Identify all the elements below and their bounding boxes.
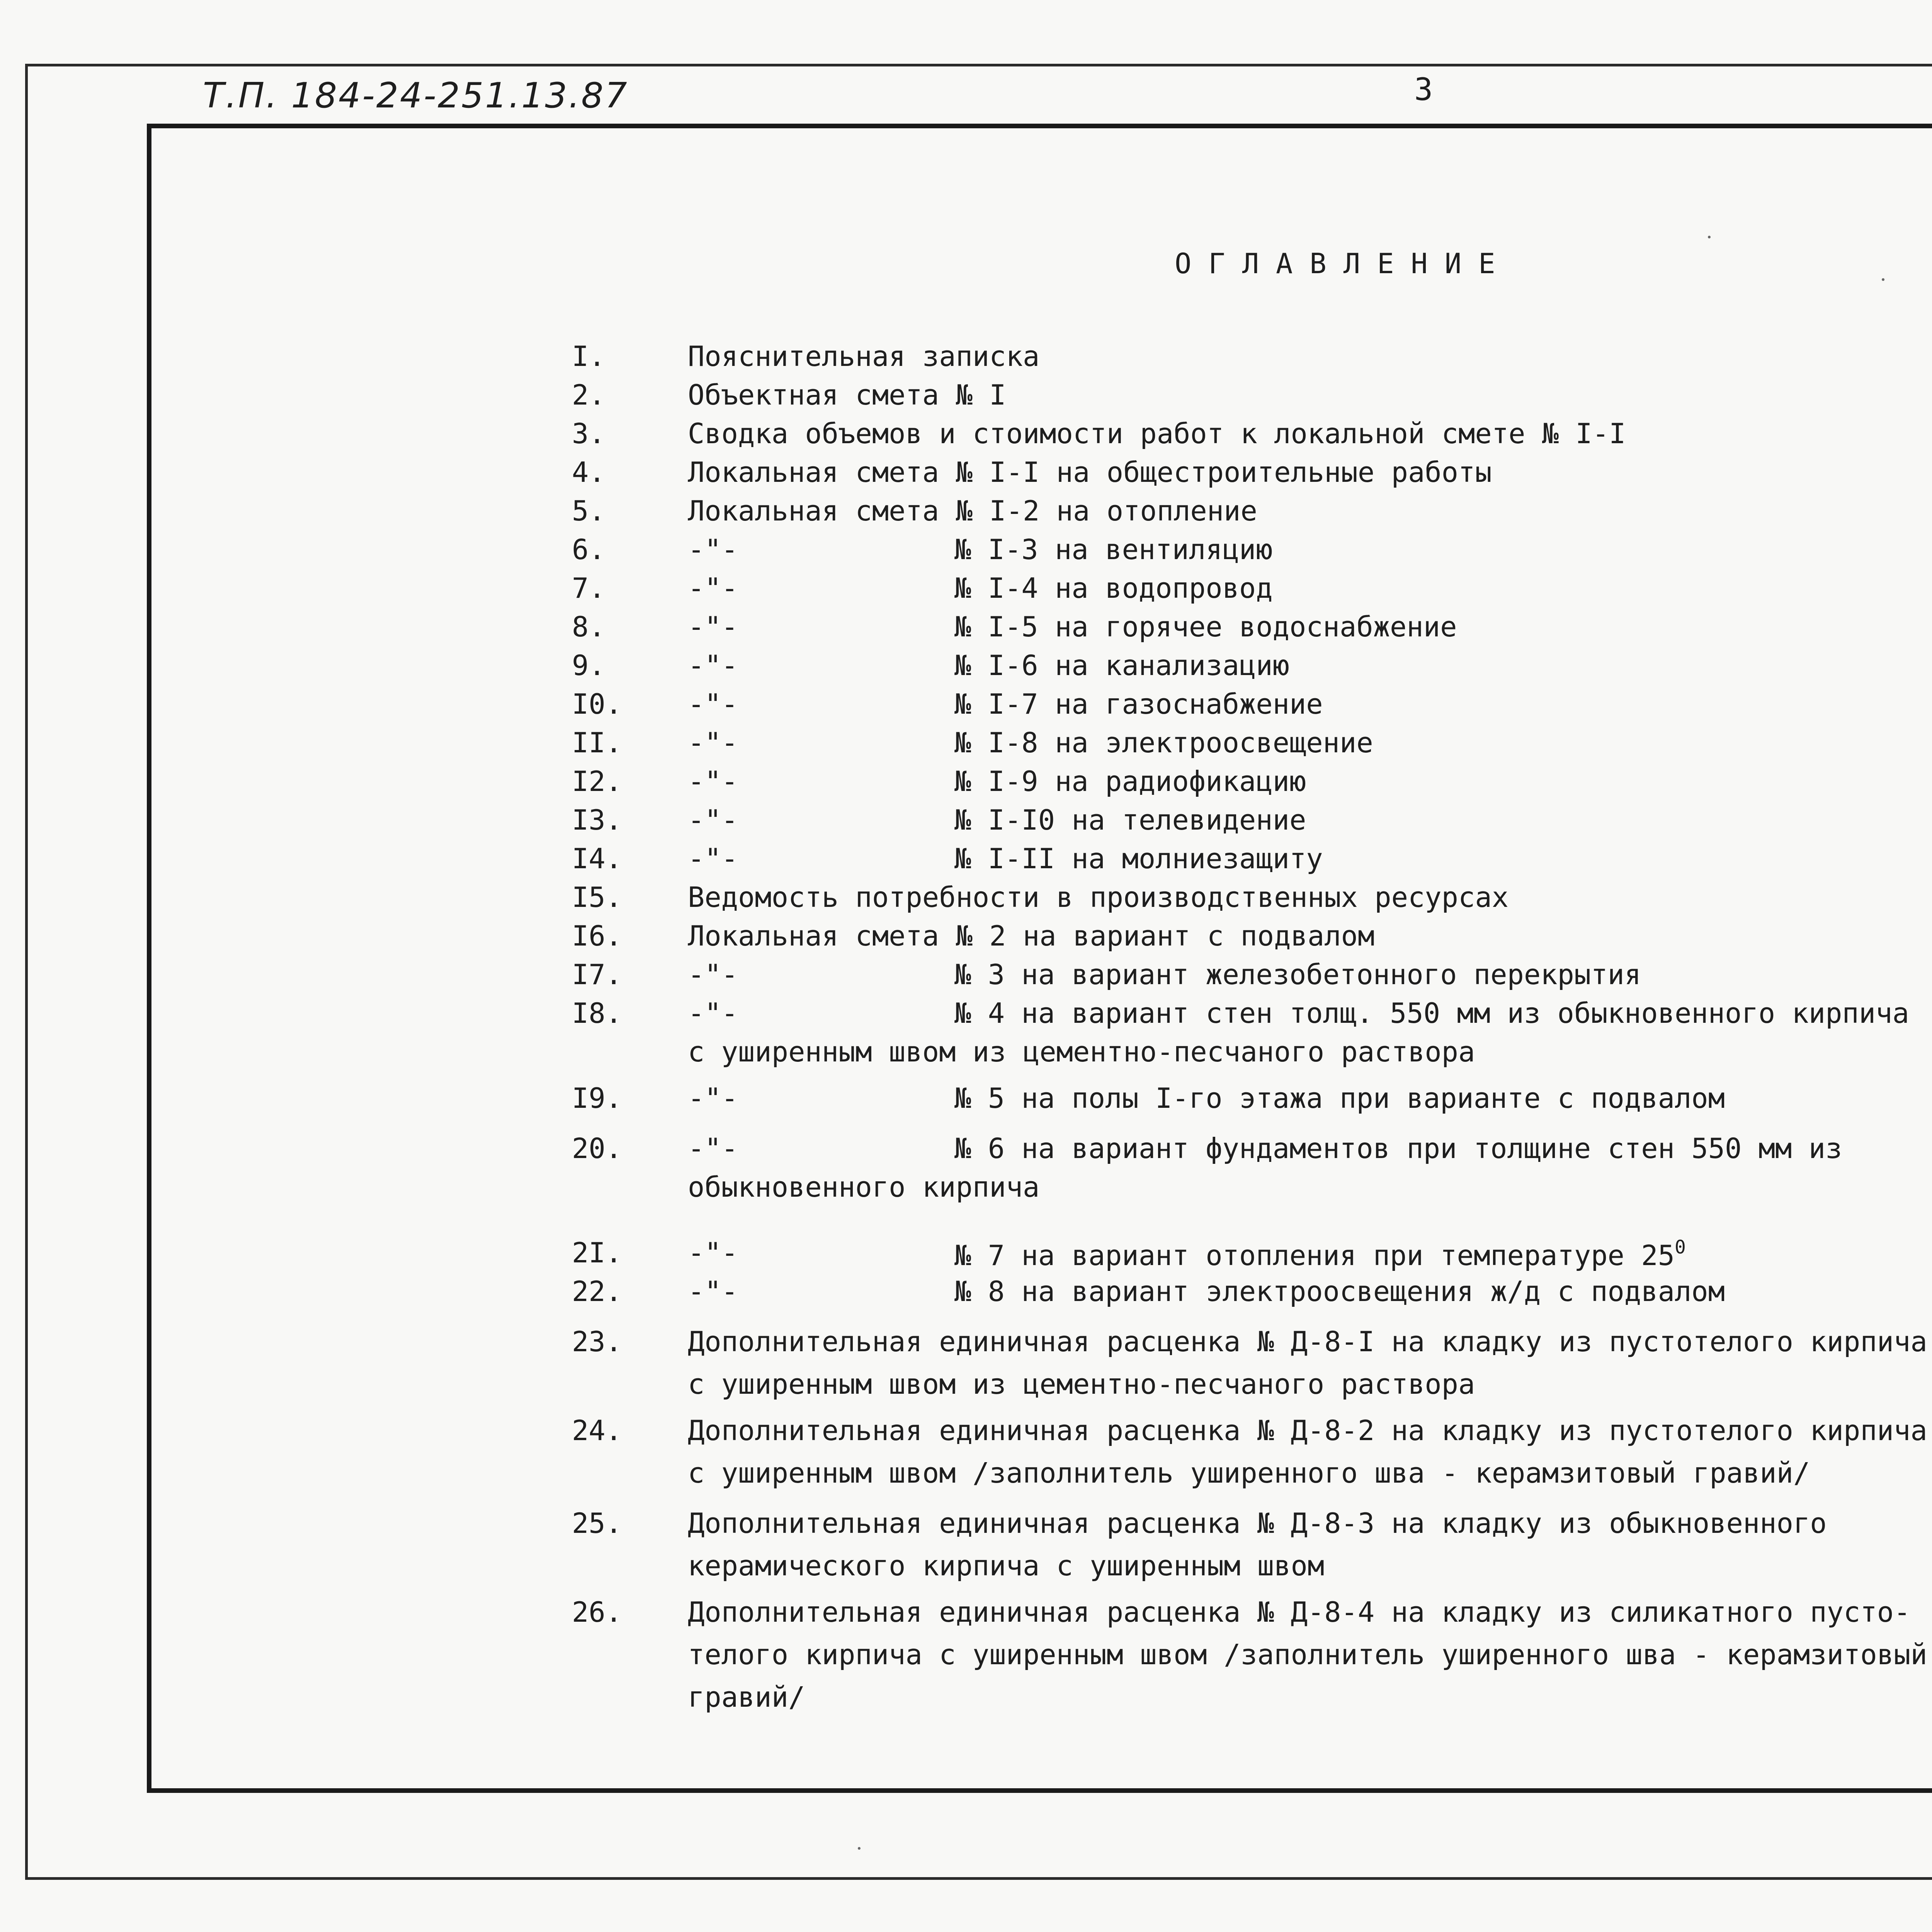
entry-number: 20.: [572, 1132, 622, 1165]
page-title: ОГЛАВЛЕНИЕ: [1175, 247, 1512, 280]
entry-title-continuation: с уширенным швом из цементно-песчаного раствора: [688, 1036, 1475, 1068]
entry-title: № I-6 на канализацию: [954, 649, 1289, 682]
entry-title: Пояснительная записка: [688, 340, 1040, 372]
entry-title: № I-8 на электроосвещение: [954, 726, 1373, 759]
ditto-mark: -"-: [688, 688, 738, 720]
entry-number: I2.: [572, 765, 622, 798]
entry-number: 2I.: [572, 1236, 622, 1269]
entry-number: 3.: [572, 417, 605, 450]
ditto-mark: -"-: [688, 1082, 738, 1114]
entry-number: I7.: [572, 958, 622, 991]
entry-title: № I-3 на вентиляцию: [954, 533, 1273, 566]
page-number: 3: [1414, 71, 1433, 107]
entry-number: I.: [572, 340, 605, 372]
entry-number: 4.: [572, 456, 605, 488]
entry-title: Объектная смета № I: [688, 379, 1006, 411]
entry-number: 2.: [572, 379, 605, 411]
entry-number: I6.: [572, 920, 622, 952]
ditto-mark: -"-: [688, 1132, 738, 1165]
entry-title: Дополнительная единичная расценка № Д-8-4 на кладку из силикатного пусто-: [688, 1596, 1911, 1628]
entry-number: 6.: [572, 533, 605, 566]
scan-speck: [1708, 236, 1711, 238]
entry-title: Сводка объемов и стоимости работ к локальной смете № I-I: [688, 417, 1626, 450]
entry-title: Локальная смета № I-2 на отопление: [688, 495, 1257, 527]
entry-title-continuation: обыкновенного кирпича: [688, 1171, 1040, 1203]
entry-number: I5.: [572, 881, 622, 913]
entry-number: I3.: [572, 804, 622, 836]
entry-number: 26.: [572, 1596, 622, 1628]
entry-title: № 4 на вариант стен толщ. 550 мм из обыкновенного кирпича: [954, 997, 1909, 1029]
entry-number: II.: [572, 726, 622, 759]
entry-number: I8.: [572, 997, 622, 1029]
entry-title: Дополнительная единичная расценка № Д-8-2 на кладку из пустотелого кирпича: [688, 1414, 1927, 1447]
entry-title: Локальная смета № 2 на вариант с подвалом: [688, 920, 1375, 952]
entry-number: 7.: [572, 572, 605, 604]
entry-number: 8.: [572, 611, 605, 643]
ditto-mark: -"-: [688, 958, 738, 991]
entry-number: 9.: [572, 649, 605, 682]
ditto-mark: -"-: [688, 842, 738, 875]
entry-title-continuation: с уширенным швом из цементно-песчаного раствора: [688, 1368, 1475, 1400]
entry-number: 22.: [572, 1275, 622, 1308]
ditto-mark: -"-: [688, 1236, 738, 1269]
entry-number: I4.: [572, 842, 622, 875]
degree-superscript: 0: [1674, 1236, 1686, 1258]
entry-title: № I-II на молниезащиту: [954, 842, 1323, 875]
scan-speck: [858, 1847, 861, 1850]
entry-title: № 3 на вариант железобетонного перекрытия: [954, 958, 1641, 991]
scan-speck: [1882, 278, 1884, 281]
entry-title-continuation: телого кирпича с уширенным швом /заполнитель уширенного шва - керамзитовый: [688, 1638, 1927, 1671]
entry-title: Дополнительная единичная расценка № Д-8-3 на кладку из обыкновенного: [688, 1507, 1827, 1539]
entry-title-continuation: керамического кирпича с уширенным швом: [688, 1549, 1325, 1582]
ditto-mark: -"-: [688, 765, 738, 798]
entry-title: № 6 на вариант фундаментов при толщине стен 550 мм из: [954, 1132, 1842, 1165]
entry-title: № 5 на полы I-го этажа при варианте с подвалом: [954, 1082, 1725, 1114]
entry-number: I0.: [572, 688, 622, 720]
ditto-mark: -"-: [688, 997, 738, 1029]
entry-number: I9.: [572, 1082, 622, 1114]
doc-code: Т.П. 184-24-251.13.87: [203, 75, 629, 116]
ditto-mark: -"-: [688, 611, 738, 643]
entry-title: Ведомость потребности в производственных ресурсах: [688, 881, 1509, 913]
entry-number: 23.: [572, 1325, 622, 1358]
entry-title: Локальная смета № I-I на общестроительные работы: [688, 456, 1492, 488]
entry-number: 24.: [572, 1414, 622, 1447]
entry-title: № I-5 на горячее водоснабжение: [954, 611, 1457, 643]
ditto-mark: -"-: [688, 533, 738, 566]
entry-title: № I-9 на радиофикацию: [954, 765, 1306, 798]
entry-title: № I-4 на водопровод: [954, 572, 1273, 604]
ditto-mark: -"-: [688, 572, 738, 604]
ditto-mark: -"-: [688, 804, 738, 836]
entry-title: № 7 на вариант отопления при температуре $25^0$: [954, 1236, 1686, 1272]
ditto-mark: -"-: [688, 1275, 738, 1308]
entry-number: 5.: [572, 495, 605, 527]
entry-title-continuation: с уширенным швом /заполнитель уширенного шва - керамзитовый гравий/: [688, 1457, 1810, 1489]
entry-title: № I-I0 на телевидение: [954, 804, 1306, 836]
ditto-mark: -"-: [688, 726, 738, 759]
entry-title: № I-7 на газоснабжение: [954, 688, 1323, 720]
entry-title: Дополнительная единичная расценка № Д-8-I на кладку из пустотелого кирпича: [688, 1325, 1927, 1358]
ditto-mark: -"-: [688, 649, 738, 682]
entry-title: № 8 на вариант электроосвещения ж/д с подвалом: [954, 1275, 1725, 1308]
entry-number: 25.: [572, 1507, 622, 1539]
entry-title-continuation: гравий/: [688, 1681, 805, 1713]
